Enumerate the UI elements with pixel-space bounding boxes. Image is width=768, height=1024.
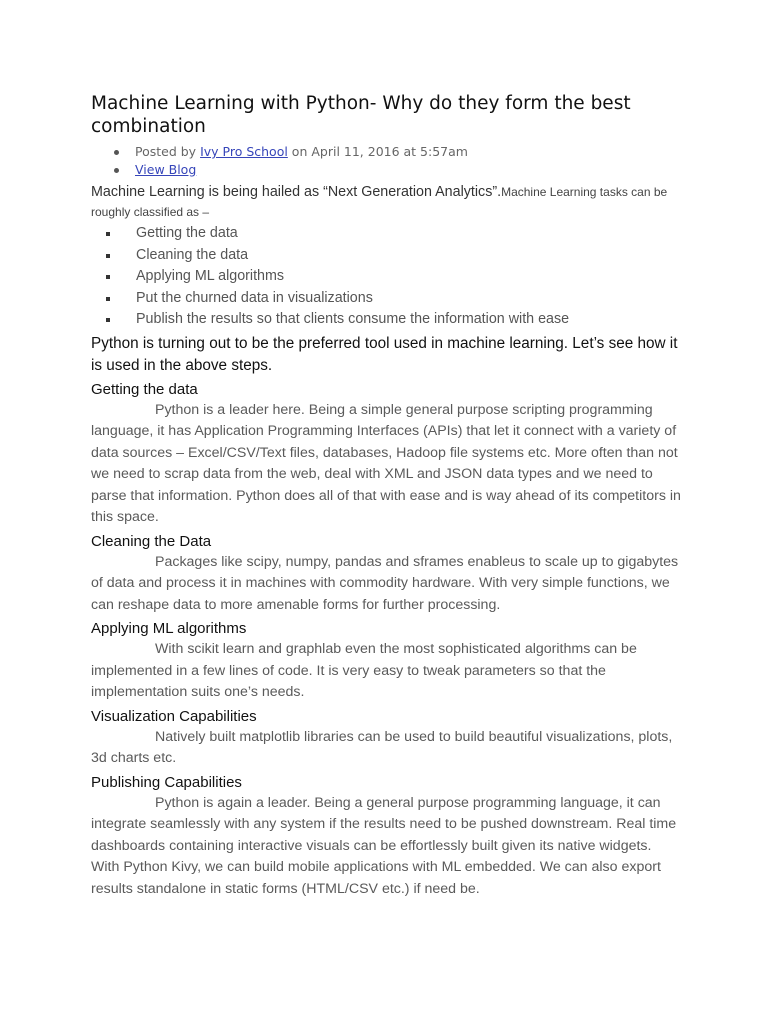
section-heading-cleaning-data: Cleaning the Data (91, 532, 212, 550)
intro-lead: Machine Learning is being hailed as “Next Generation Analytics”. (91, 184, 502, 200)
intro-paragraph (91, 182, 691, 222)
article-title: Machine Learning with Python- Why do they form the best combination (91, 93, 631, 137)
view-blog-item (91, 161, 691, 179)
section-body-publishing: Python is again a leader. Being a general purpose programming language, it can integrate seamlessly with any system if the results need to be pushed downstream. Real time dashboards containing interactive visuals can be effortlessly built given its native widgets. With Python Kivy, we can build mobile applications with ML embedded. We can also export results standalone in static forms (HTML/CSV etc.) if need be. (91, 794, 677, 897)
list-item: Getting the data (91, 223, 691, 245)
author-link[interactable]: Ivy Pro School (200, 144, 288, 159)
posted-date: on April 11, 2016 at 5:57am (287, 144, 468, 159)
section-heading-applying-ml: Applying ML algorithms (91, 620, 247, 638)
view-blog-link[interactable]: View Blog (135, 162, 197, 177)
section-body-visualization: Natively built matplotlib libraries can be used to build beautiful visualizations, plots, 3d charts etc. (91, 728, 673, 767)
steps-list (91, 223, 691, 331)
intro-rest: Machine Learning tasks can be roughly classified as – (91, 185, 668, 219)
post-meta-list (91, 143, 691, 179)
section-body-getting-data: Python is a leader here. Being a simple general purpose scripting programming language, it has Application Programming Interfaces (APIs) that let it connect with a variety of data sources – Excel/CSV/Text files, databases, Hadoop file systems etc. More often than not we need to scrap data from the web, deal with XML and JSON data types and we need to parse that information. Python does all of that with ease and is way ahead of its competitors in this space. (91, 401, 681, 526)
list-item: Cleaning the data (91, 245, 691, 267)
posted-by-item (91, 143, 691, 161)
list-item: Applying ML algorithms (91, 266, 691, 288)
section-body-cleaning-data: Packages like scipy, numpy, pandas and sframes enableus to scale up to gigabytes of data and process it in machines with commodity hardware. With very simple functions, we can reshape data to more amenable forms for further processing. (91, 553, 679, 613)
list-item: Publish the results so that clients consume the information with ease (91, 309, 691, 331)
section-heading-getting-data: Getting the data (91, 380, 198, 398)
list-item: Put the churned data in visualizations (91, 288, 691, 310)
section-heading-publishing: Publishing Capabilities (91, 773, 242, 791)
lead-paragraph: Python is turning out to be the preferred tool used in machine learning. Let’s see how it is used in the above steps. (91, 334, 678, 374)
posted-prefix: Posted by (135, 144, 201, 159)
section-body-applying-ml: With scikit learn and graphlab even the most sophisticated algorithms can be implemented in a few lines of code. It is very easy to tweak parameters so that the implementation suits one’s needs. (91, 641, 637, 701)
section-heading-visualization: Visualization Capabilities (91, 707, 257, 725)
document-page (91, 92, 691, 900)
